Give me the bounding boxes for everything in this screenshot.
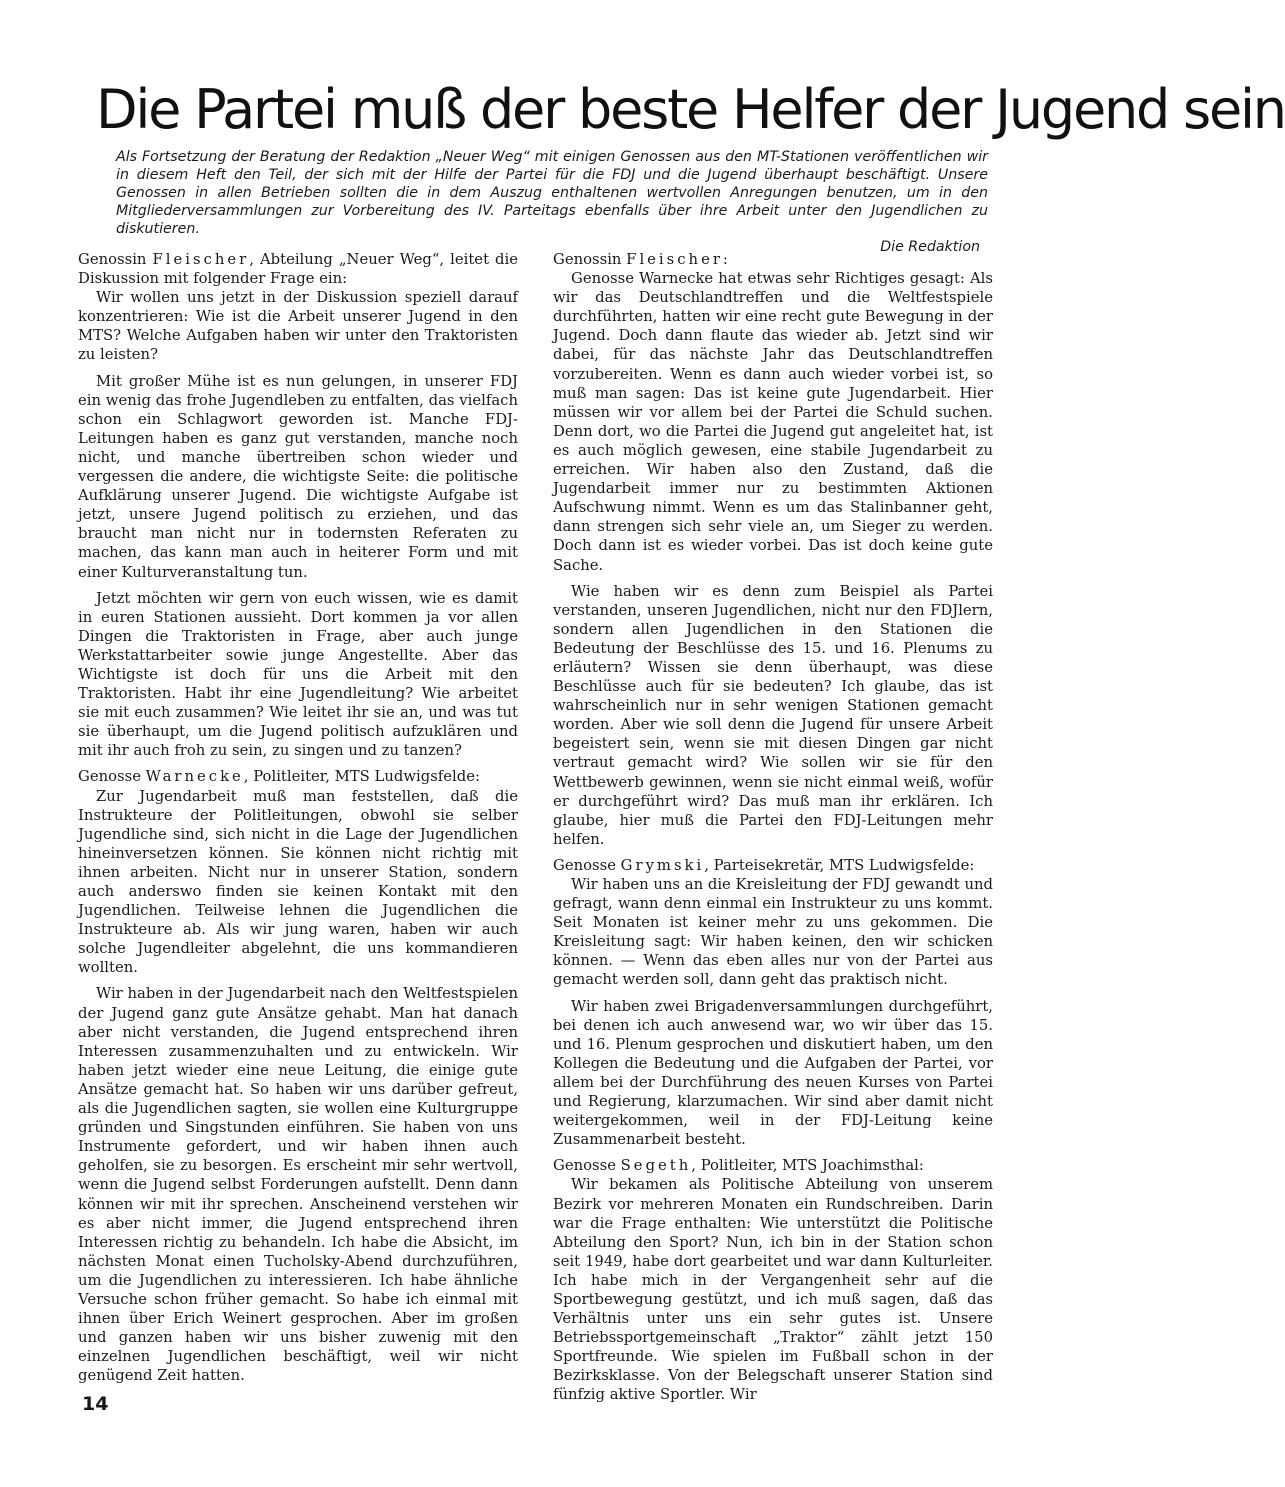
paragraph: Zur Jugendarbeit muß man feststellen, daß die Instrukteure der Politleitungen, obwohl sie selber Jugendliche sind, sich nicht in die Lage der Jugendlichen hineinversetzen können. Sie können nicht richtig mit ihnen arbeiten. Nicht nur in unserer Station, sondern auch anderswo finden sie keinen Kontakt mit den Jugendlichen. Teilweise lehnen die Jugendlichen die Instrukteure ab. Als wir jung waren, haben wir auch solche Jugendleiter abgelehnt, die uns kommandieren wollten.	[78, 787, 518, 977]
speaker-prefix: Genosse	[553, 1157, 621, 1175]
paragraph: Wir haben zwei Brigadenversammlungen durchgeführt, bei denen ich auch anwesend war, wo wir über das 15. und 16. Plenum gesprochen und diskutiert haben, um den Kollegen die Bedeutung und die Aufgaben der Partei, vor allem bei der Durchführung des neuen Kurses von Partei und Regierung, klarzumachen. Wir sind aber damit nicht weitergekommen, weil in der FDJ-Leitung keine Zusammenarbeit besteht.	[553, 997, 993, 1149]
speaker-name: Fleischer	[626, 251, 723, 268]
speaker-role: , Politleiter, MTS Ludwigsfelde:	[243, 768, 480, 786]
paragraph: Wir haben uns an die Kreisleitung der FDJ gewandt und gefragt, wann denn einmal ein Instrukteur zu uns kommt. Seit Monaten ist keiner mehr zu uns gekommen. Die Kreisleitung sagt: Wir haben keinen, den wir schicken können. — Wenn das eben alles nur von der Partei aus gemacht werden soll, dann geht das praktisch nicht.	[553, 876, 993, 989]
speaker-role: , Parteisekretär, MTS Ludwigsfelde:	[704, 856, 975, 874]
speaker-prefix: Genossin	[553, 251, 627, 268]
intro-signature: Die Redaktion	[880, 239, 980, 255]
intro-text: Als Fortsetzung der Beratung der Redaktion „Neuer Weg“ mit einigen Genossen aus den MT-Stationen veröffentlichen wir in diesem Heft den Teil, der sich mit der Hilfe der Partei für die FDJ und die Jugend überhaupt beschäftigt. Unsere Genossen in allen Betrieben sollten die in dem Auszug enthaltenen wertvollen Anregungen benutzen, um in den Mitgliederversammlungen zur Vorbereitung des IV. Parteitags ebenfalls über ihre Arbeit unter den Jugendlichen zu diskutieren.	[116, 149, 988, 237]
paragraph: Mit großer Mühe ist es nun gelungen, in unserer FDJ ein wenig das frohe Jugendleben zu entfalten, das vielfach schon ein Schlagwort geworden ist. Manche FDJ-Leitungen haben es ganz gut verstanden, manche noch nicht, und manche übertreiben schon wieder und vergessen die andere, die wichtigste Seite: die politische Aufklärung unserer Jugend. Die wichtigste Aufgabe ist jetzt, unsere Jugend politisch zu erziehen, und das braucht man nicht nur in todernsten Referaten zu machen, das kann man auch in heiterer Form und mit einer Kulturveranstaltung tun.	[78, 372, 518, 581]
left-column	[78, 250, 518, 1392]
speaker-prefix: Genosse	[78, 768, 146, 786]
speaker-prefix: Genossin	[78, 251, 153, 268]
editorial-intro	[116, 148, 988, 256]
paragraph: Wir bekamen als Politische Abteilung von unserem Bezirk vor mehreren Monaten ein Rundschreiben. Darin war die Frage enthalten: Wie unterstützt die Politische Abteilung den Sport? Nun, ich bin in der Station schon seit 1949, habe dort gearbeitet und war dann Kulturleiter. Ich habe mich in der Vergangenheit sehr auf die Sportbewegung gestützt, und ich muß sagen, daß das Verhältnis unter uns ein sehr gutes ist. Unsere Betriebssportgemeinschaft „Traktor“ zählt jetzt 150 Sportfreunde. Wie spielen im Fußball schon in der Bezirksklasse. Von der Belegschaft unserer Station sind fünfzig aktive Sportler. Wir	[553, 1176, 993, 1404]
speaker-name: Grymski	[620, 856, 705, 874]
paragraph: Wir wollen uns jetzt in der Diskussion speziell darauf konzentrieren: Wie ist die Arbeit unserer Jugend in den MTS? Welche Aufgaben haben wir unter den Traktoristen zu leisten?	[78, 289, 518, 364]
article-title: Die Partei muß der beste Helfer der Jugend sein	[96, 78, 1285, 141]
speaker-role: , Politleiter, MTS Joachimsthal:	[691, 1157, 924, 1175]
speaker-name: Warnecke	[145, 768, 244, 786]
paragraph: Jetzt möchten wir gern von euch wissen, wie es damit in euren Stationen aussieht. Dort kommen ja vor allen Dingen die Traktoristen in Frage, aber auch junge Werkstattarbeiter sowie junge Angestellte. Aber das Wichtigste ist doch für uns die Arbeit mit den Traktoristen. Habt ihr eine Jugendleitung? Wie arbeitet sie mit euch zusammen? Wie leitet ihr sie an, und was tut sie überhaupt, um die Jugend politisch aufzuklären und mit ihr auch froh zu sein, zu singen und zu tanzen?	[78, 589, 518, 760]
speaker-role: :	[722, 251, 728, 268]
speaker-role: , Abteilung „Neuer Weg“, leitet die Diskussion mit folgender Frage ein:	[78, 251, 519, 288]
speaker-line	[553, 250, 993, 269]
page-number: 14	[82, 1393, 109, 1415]
speaker-name: Fleischer	[152, 251, 250, 268]
paragraph: Wie haben wir es denn zum Beispiel als Partei verstanden, unseren Jugendlichen, nicht nur den FDJlern, sondern allen Jugendlichen in den Stationen die Bedeutung der Beschlüsse des 15. und 16. Plenums zu erläutern? Wissen sie denn überhaupt, was diese Beschlüsse auch für sie bedeuten? Ich glaube, das ist wahrscheinlich nur in sehr wenigen Stationen gemacht worden. Aber wie soll denn die Jugend für unsere Arbeit begeistert sein, wenn sie mit diesen Dingen gar nicht vertraut gemacht wird? Wie sollen wir sie für den Wettbewerb gewinnen, wenn sie nicht einmal weiß, wofür er durchgeführt wird? Das muß man ihr erklären. Ich glaube, hier muß die Partei den FDJ-Leitungen mehr helfen.	[553, 582, 993, 848]
paragraph: Wir haben in der Jugendarbeit nach den Weltfestspielen der Jugend ganz gute Ansätze gehabt. Man hat danach aber nicht verstanden, die Jugend entsprechend ihren Interessen zusammenzuhalten und zu entwickeln. Wir haben jetzt wieder eine neue Leitung, die einige gute Ansätze gemacht hat. So haben wir uns darüber gefreut, als die Jugendlichen sagten, sie wollen eine Kulturgruppe gründen und Singstunden einführen. Sie haben von uns Instrumente gefordert, und wir haben ihnen auch geholfen, sie zu besorgen. Es erscheint mir sehr wertvoll, wenn die Jugend selbst Forderungen aufstellt. Denn dann können wir mit ihr sprechen. Anscheinend verstehen wir es aber nicht immer, die Jugend entsprechend ihren Interessen richtig zu behandeln. Ich habe die Absicht, im nächsten Monat einen Tucholsky-Abend durchzuführen, um die Jugendlichen zu interessieren. Ich habe ähnliche Versuche schon früher gemacht. So habe ich einmal mit ihnen über Erich Weinert gesprochen. Aber im großen und ganzen haben wir uns bisher zuwenig mit den einzelnen Jugendlichen beschäftigt, weil wir nicht genügend Zeit hatten.	[78, 985, 518, 1385]
speaker-prefix: Genosse	[553, 856, 621, 874]
paragraph: Genosse Warnecke hat etwas sehr Richtiges gesagt: Als wir das Deutschlandtreffen und die Weltfestspiele durchführten, hatten wir eine recht gute Bewegung in der Jugend. Doch dann flaute das wieder ab. Jetzt sind wir dabei, für das nächste Jahr das Deutschlandtreffen vorzubereiten. Wenn es dann auch wieder vorbei ist, so muß man sagen: Das ist keine gute Jugendarbeit. Hier müssen wir vor allem bei der Partei die Schuld suchen. Denn dort, wo die Partei die Jugend gut angeleitet hat, ist es auch möglich gewesen, eine stabile Jugendarbeit zu erreichen. Wir haben also den Zustand, daß die Jugendarbeit immer nur zu bestimmten Aktionen Aufschwung nimmt. Wenn es um das Stalinbanner geht, dann strengen sich sehr viele an, um Sieger zu werden. Doch dann ist es wieder vorbei. Das ist doch keine gute Sache.	[553, 270, 993, 574]
speaker-line	[78, 250, 518, 288]
speaker-name: Segeth	[620, 1157, 692, 1175]
speaker-line	[78, 767, 518, 786]
speaker-line	[553, 1156, 993, 1175]
speaker-line	[553, 856, 993, 875]
right-column	[553, 250, 993, 1412]
